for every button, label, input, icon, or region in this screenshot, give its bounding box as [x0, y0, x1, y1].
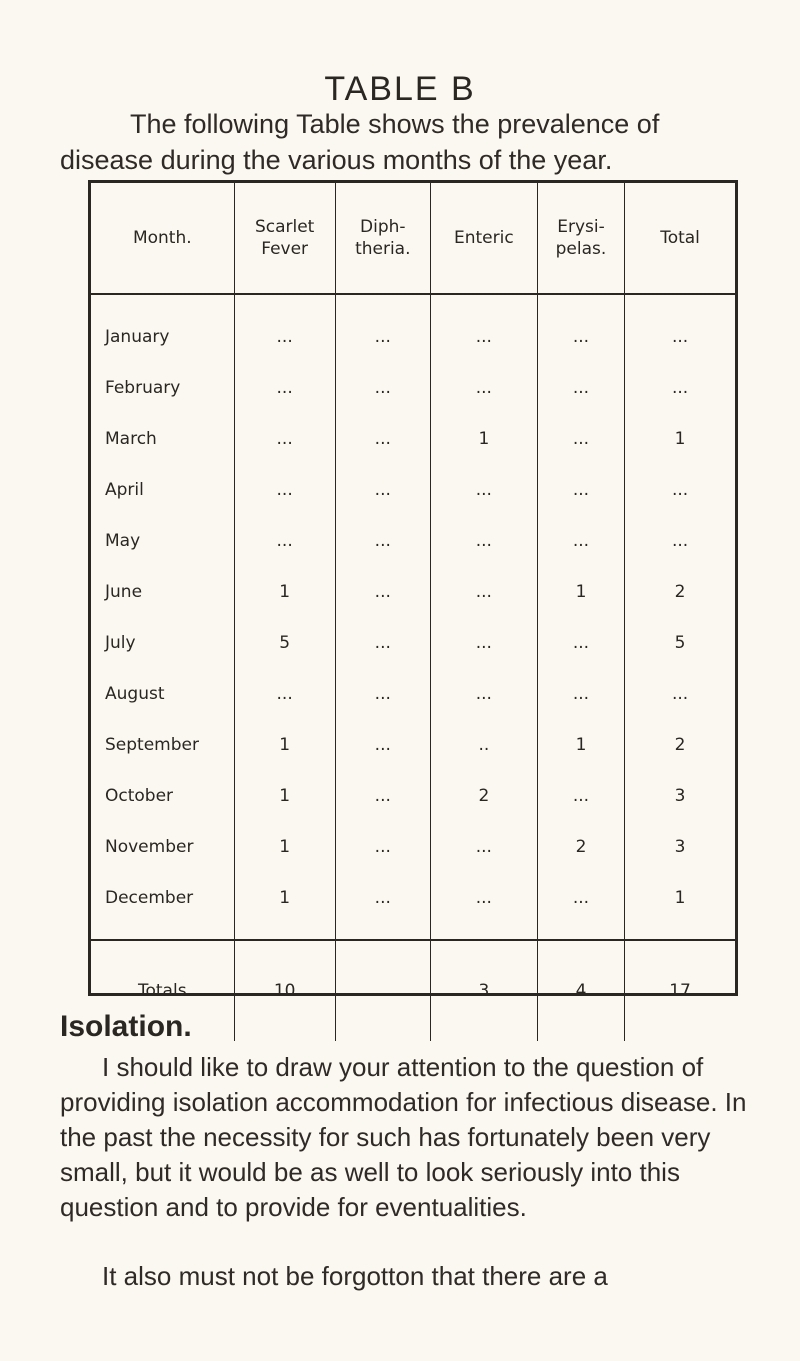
count-cell: ...	[625, 464, 735, 515]
count-cell: 5	[234, 617, 335, 668]
table-row	[91, 413, 735, 464]
count-cell: ...	[537, 668, 624, 719]
count-cell: ...	[430, 515, 537, 566]
count-cell: ...	[335, 719, 430, 770]
count-cell: ...	[335, 872, 430, 940]
table-row	[91, 668, 735, 719]
count-cell: ...	[234, 464, 335, 515]
count-cell: ...	[537, 464, 624, 515]
page-title: TABLE B	[324, 70, 476, 108]
count-cell: ...	[335, 821, 430, 872]
table-row	[91, 362, 735, 413]
count-cell: ...	[335, 515, 430, 566]
count-cell: ...	[625, 515, 735, 566]
count-cell: ...	[234, 413, 335, 464]
count-cell: 1	[625, 872, 735, 940]
month-cell: July	[105, 632, 136, 653]
count-cell: 1	[625, 413, 735, 464]
month-cell: December	[105, 887, 194, 908]
count-cell: ...	[335, 362, 430, 413]
count-cell: 1	[537, 719, 624, 770]
header-total: Total	[625, 183, 735, 294]
count-cell: ...	[335, 566, 430, 617]
disease-table	[88, 180, 738, 1001]
count-cell: ...	[625, 294, 735, 362]
intro-line-2: disease during the various months of the year.	[60, 145, 613, 175]
count-cell: 1	[537, 566, 624, 617]
month-cell: February	[105, 377, 181, 398]
paragraph: I should like to draw your attention to the question of providing isolation accommodation for infectious disease. In the past the necessity for such has fortunately been very small, but it would be as well to look seriously into this question and to provide for eventualities.	[60, 1052, 747, 1222]
table-row	[91, 872, 735, 940]
count-cell: ...	[234, 668, 335, 719]
count-cell: ...	[335, 464, 430, 515]
count-cell: 1	[234, 770, 335, 821]
count-cell: ...	[537, 872, 624, 940]
count-cell: 2	[625, 719, 735, 770]
count-cell: 2	[537, 821, 624, 872]
paragraph: It also must not be forgotton that there are a	[102, 1261, 608, 1291]
count-cell: ...	[537, 617, 624, 668]
count-cell: 2	[625, 566, 735, 617]
table-row	[91, 617, 735, 668]
table-row	[91, 294, 735, 362]
count-cell: ...	[430, 617, 537, 668]
month-cell: April	[105, 479, 144, 500]
table-row	[91, 821, 735, 872]
count-cell: 5	[625, 617, 735, 668]
totals-cell: ...	[335, 940, 430, 1041]
totals-label: Totals	[91, 940, 234, 1041]
count-cell: 2	[430, 770, 537, 821]
count-cell: ...	[537, 294, 624, 362]
count-cell: 1	[234, 872, 335, 940]
table-row	[91, 719, 735, 770]
count-cell: ...	[335, 668, 430, 719]
month-cell: June	[105, 581, 143, 602]
count-cell: ...	[430, 668, 537, 719]
month-cell: May	[105, 530, 141, 551]
header-scarlet-fever: Scarlet Fever	[234, 183, 335, 294]
count-cell: ...	[430, 821, 537, 872]
month-cell: November	[105, 836, 194, 857]
count-cell: ...	[625, 668, 735, 719]
count-cell: ...	[234, 362, 335, 413]
month-cell: January	[105, 326, 170, 347]
totals-cell: 10	[234, 940, 335, 1041]
header-diphtheria: Diph- theria.	[335, 183, 430, 294]
count-cell: ...	[335, 294, 430, 362]
header-month: Month.	[91, 183, 234, 294]
count-cell: 1	[234, 719, 335, 770]
table-row	[91, 464, 735, 515]
month-cell: August	[105, 683, 165, 704]
month-cell: October	[105, 785, 174, 806]
month-cell: September	[105, 734, 199, 755]
count-cell: ..	[430, 719, 537, 770]
count-cell: ...	[335, 413, 430, 464]
totals-cell: 17	[625, 940, 735, 1041]
table-row	[91, 770, 735, 821]
count-cell: 1	[430, 413, 537, 464]
totals-cell: 4	[537, 940, 624, 1041]
count-cell: ...	[430, 362, 537, 413]
count-cell: ...	[537, 770, 624, 821]
month-cell: March	[105, 428, 157, 449]
count-cell: ...	[234, 515, 335, 566]
intro-line-1: The following Table shows the prevalence of	[130, 109, 660, 139]
count-cell: ...	[537, 362, 624, 413]
count-cell: 3	[625, 770, 735, 821]
table-header-row	[91, 183, 735, 294]
count-cell: ...	[537, 413, 624, 464]
count-cell: ...	[234, 294, 335, 362]
count-cell: ...	[430, 294, 537, 362]
count-cell: ...	[625, 362, 735, 413]
table-row	[91, 566, 735, 617]
count-cell: ...	[430, 566, 537, 617]
totals-cell: 3	[430, 940, 537, 1041]
section-heading-isolation: Isolation.	[60, 1010, 192, 1043]
count-cell: 1	[234, 566, 335, 617]
count-cell: ...	[537, 515, 624, 566]
count-cell: ...	[335, 617, 430, 668]
count-cell: ...	[430, 872, 537, 940]
header-erysipelas: Erysi- pelas.	[537, 183, 624, 294]
table-row	[91, 515, 735, 566]
count-cell: 1	[234, 821, 335, 872]
count-cell: 3	[625, 821, 735, 872]
header-enteric: Enteric	[430, 183, 537, 294]
count-cell: ...	[430, 464, 537, 515]
count-cell: ...	[335, 770, 430, 821]
